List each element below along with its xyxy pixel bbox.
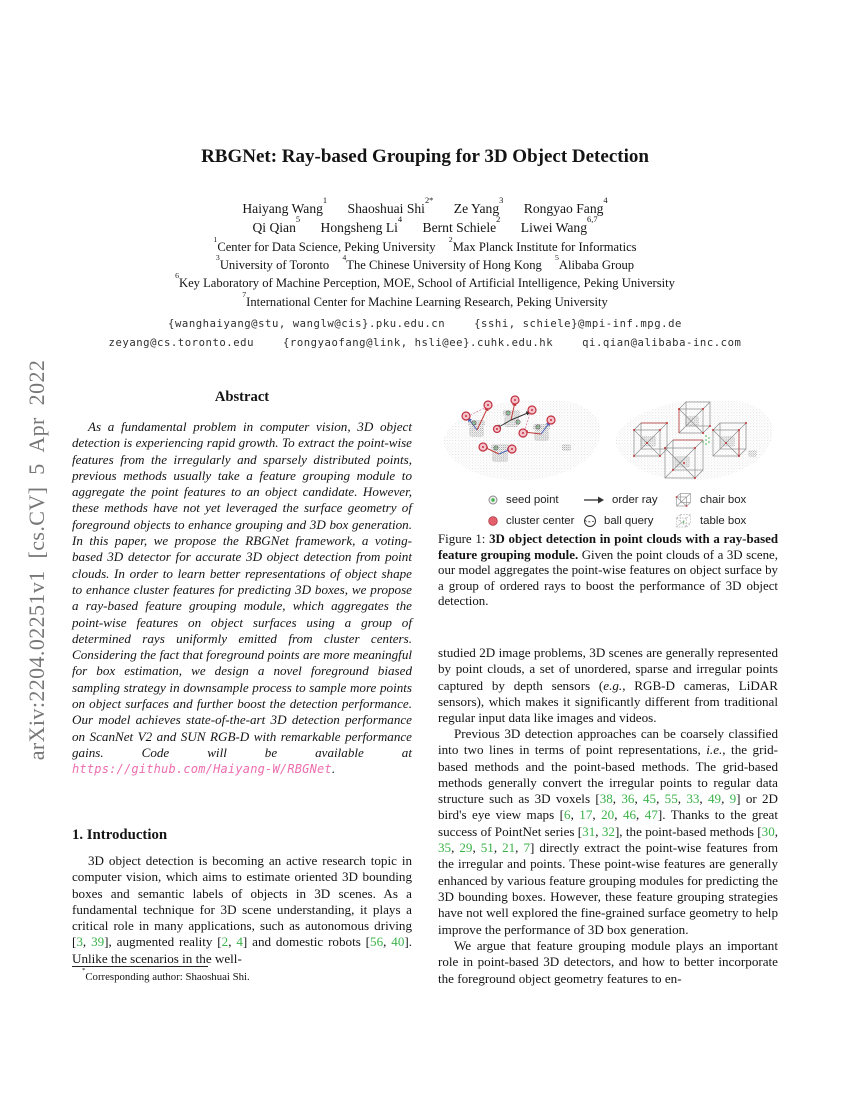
citation-link[interactable]: 56 — [370, 934, 384, 950]
citation-link[interactable]: 55 — [664, 791, 678, 807]
figure1-legend — [487, 489, 777, 531]
citation-link[interactable]: 40 — [391, 934, 405, 950]
citation-link[interactable]: 49 — [707, 791, 722, 807]
affiliation-line: $^3$University of Toronto $^4$The Chinese University of Hong Kong $^5$Alibaba Group — [215, 253, 635, 273]
body-paragraph: Previous 3D detection approaches can be coarsely classified into two lines in terms of point representations, i.e., the grid-based methods and the point-based methods. The grid-based methods generally convert the irregular points to regular data structure such as 3D voxels [38, 36, 45, 55, 33, 49, 9] or 2D bird's eye view maps [6, 17, 20, 46, 47]. Thanks to the great success of PointNet series [31, 32], the point-based methods [30, 35, 29, 51, 21, 7] directly extract the point-wise features from the irregular and points. These point-wise features are generally enhanced by various feature grouping modules for predicting the 3D bounding boxes. However, these feature grouping strategies have not well explored the fine-grained surface geometry to help improve the performance of 3D box generation. — [438, 726, 779, 937]
figure1-left-panel — [444, 396, 601, 480]
chair-box-icon — [675, 492, 693, 508]
citation-link[interactable]: 3 — [76, 934, 83, 950]
legend-item: chair box — [675, 489, 777, 510]
author: Ze Yang$^3$ — [453, 195, 504, 216]
author: Shaoshuai Shi$^{2*}$ — [347, 195, 434, 216]
authors-row-2 — [72, 213, 778, 238]
footnote-label: Corresponding author: Shaoshuai Shi. — [85, 971, 250, 983]
citation-link[interactable]: 39 — [91, 934, 105, 950]
affiliation-line: $^6$Key Laboratory of Machine Perception, MOE, School of Artificial Intelligence, Peking University — [175, 271, 675, 291]
seed-point-icon — [487, 494, 499, 506]
legend-item: ball query — [583, 510, 675, 531]
citation-link[interactable]: 2 — [221, 934, 229, 950]
author: Hongsheng Li$^4$ — [320, 213, 403, 235]
citation-link[interactable]: 38 — [599, 791, 613, 807]
code-url-link[interactable]: https://github.com/Haiyang-W/RBGNet — [72, 762, 332, 777]
citation-link[interactable]: 7 — [523, 840, 530, 856]
ball-query-icon — [583, 514, 597, 528]
email-line: zeyang@cs.toronto.edu {rongyaofang@link, hsli@ee}.cuhk.edu.hk qi.qian@alibaba-inc.com — [108, 336, 742, 349]
email-block — [40, 315, 810, 352]
citation-link[interactable]: 31 — [582, 823, 596, 839]
citation-link[interactable]: 35 — [438, 840, 452, 856]
affiliation-line: $^7$International Center for Machine Learning Research, Peking University — [242, 289, 608, 309]
footnote-rule — [72, 966, 208, 967]
citation-link[interactable]: 46 — [622, 807, 637, 823]
email-line: {wanghaiyang@stu, wanglw@cis}.pku.edu.cn {sshi, schiele}@mpi-inf.mpg.de — [168, 318, 682, 330]
abstract-paragraph: As a fundamental problem in computer vision, 3D object detection is experiencing rapid growth. To extract the point-wise features from the irregularly and sparsely distributed points, previous methods usually take a feature grouping module to aggregate the point features to an object candidate. However, these methods have not yet leveraged the surface geometry of foreground objects to enhance grouping and 3D box generation. In this paper, we propose the RBGNet framework, a voting-based 3D detector for accurate 3D object detection from point clouds. In order to learn better representations of object shape to enhance cluster features for predicting 3D boxes, we propose a ray-based feature grouping module, which aggregates the point-wise features on object surfaces using a group of determined rays uniformly emitted from cluster centers. Considering the fact that foreground points are more meaningful for box estimation, we design a novel foreground biased sampling strategy in downsample process to sample more points on object surfaces and further boost the detection performance. Our model achieves state-of-the-art 3D detection performance on ScanNet V2 and SUN RGB-D with remarkable performance gains. Code will be available at https://github.com/Haiyang-W/RBGNet. — [72, 419, 412, 777]
author: Haiyang Wang$^1$ — [242, 195, 328, 216]
citation-link[interactable]: 30 — [761, 823, 775, 839]
abstract-heading: Abstract — [214, 389, 270, 405]
body-paragraph: We argue that feature grouping module plays an important role in point-based 3D detectors, and how to better incorporate the foreground object geometry features to en- — [438, 938, 778, 986]
section-heading-introduction: 1. Introduction — [72, 827, 168, 843]
footnote — [72, 966, 412, 984]
affiliation-block — [72, 235, 778, 311]
citation-link[interactable]: 9 — [729, 791, 737, 807]
figure1-right-panel — [616, 400, 773, 480]
citation-link[interactable]: 33 — [686, 791, 700, 807]
figure1-image — [438, 392, 778, 486]
citation-link[interactable]: 4 — [236, 934, 243, 950]
author: Rongyao Fang$^4$ — [523, 195, 608, 216]
citation-link[interactable]: 29 — [459, 840, 473, 856]
author: Liwei Wang$^{6,7}$ — [520, 213, 598, 235]
affiliation-line: $^1$Center for Data Science, Peking University $^2$Max Planck Institute for Informatics — [213, 235, 637, 254]
citation-link[interactable]: 36 — [621, 791, 635, 807]
author-block — [72, 195, 778, 237]
citation-link[interactable]: 45 — [643, 791, 657, 807]
authors-row-1 — [72, 195, 778, 219]
legend-item: seed point — [487, 489, 583, 510]
citation-link[interactable]: 17 — [579, 807, 593, 823]
body-paragraph: studied 2D image problems, 3D scenes are generally represented by point clouds, a set of unordered, sparse and irregular points captured by depth sensors (e.g., RGB-D cameras, LiDAR sensors), which makes it significantly different from traditional regular input data like images and videos. — [438, 645, 778, 726]
legend-item: table box — [675, 510, 777, 531]
legend-item: order ray — [583, 489, 675, 510]
footnote-marker: * — [82, 967, 86, 975]
legend-item: cluster center — [487, 510, 583, 531]
author: Qi Qian$^5$ — [252, 213, 301, 235]
citation-link[interactable]: 20 — [601, 807, 615, 823]
citation-link[interactable]: 21 — [502, 840, 516, 856]
table-box-icon — [675, 513, 693, 529]
arxiv-stamp: arXiv:2204.02251v1 [cs.CV] 5 Apr 2022 — [24, 359, 49, 761]
author: Bernt Schiele$^2$ — [422, 213, 501, 235]
introduction-paragraph: 3D object detection is becoming an active research topic in computer vision, which aims to estimate oriented 3D bounding boxes and semantic labels of objects in 3D scenes. As a fundamental technique for 3D scene understanding, it plays a critical role in many applications, such as autonomous driving [3, 39], augmented reality [2, 4] and domestic robots [56, 40]. Unlike the scenarios in the well- — [72, 853, 413, 966]
cluster-center-icon — [487, 515, 499, 527]
citation-link[interactable]: 47 — [644, 807, 658, 823]
paper-title: RBGNet: Ray-based Grouping for 3D Object Detection — [201, 146, 649, 167]
citation-link[interactable]: 6 — [564, 807, 571, 823]
citation-link[interactable]: 51 — [480, 840, 494, 856]
citation-link[interactable]: 32 — [601, 823, 615, 839]
order-ray-icon — [583, 495, 605, 505]
figure1-caption: Figure 1: 3D object detection in point clouds with a ray-based feature grouping module. Given the point clouds of a 3D scene, our model aggregates the point-wise features on object surface by a group of ordered rays to boost the performance of 3D object detection. — [438, 532, 778, 609]
